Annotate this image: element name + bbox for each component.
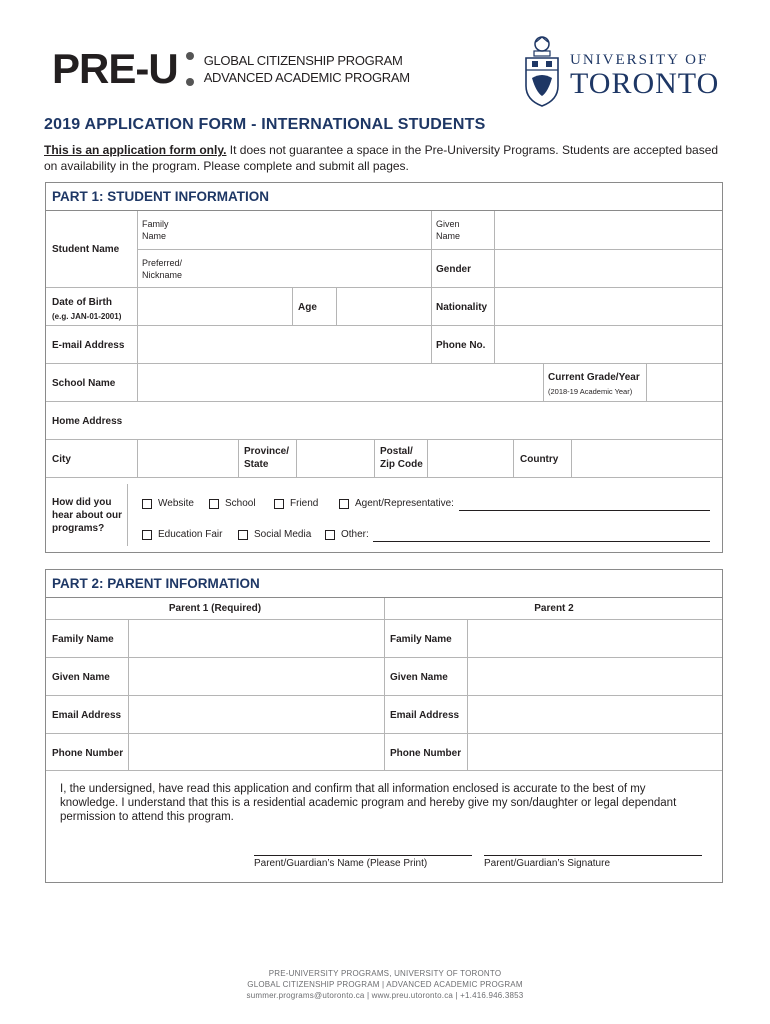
guardian-name-line[interactable]: [254, 855, 472, 856]
grade-input[interactable]: [646, 364, 647, 401]
other-label: Other:: [341, 529, 369, 540]
p1-given-input[interactable]: [128, 658, 129, 695]
city-row: [46, 439, 722, 477]
guardian-name-label: Parent/Guardian’s Name (Please Print): [254, 858, 428, 869]
p1-phone-label: Phone Number: [52, 748, 124, 759]
checkbox-box: [142, 530, 152, 540]
fair-label: Education Fair: [158, 529, 223, 540]
footer-line-3: summer.programs@utoronto.ca | www.preu.utoronto.ca | +1.416.946.3853: [246, 991, 524, 1000]
checkbox-box: [142, 499, 152, 509]
social-checkbox[interactable]: [238, 529, 311, 540]
school-option-label: School: [225, 498, 256, 509]
checkbox-box: [238, 530, 248, 540]
p2-email-input[interactable]: [467, 696, 468, 733]
part1-title: PART 1: STUDENT INFORMATION: [46, 183, 722, 211]
dob-label: Date of Birth: [52, 297, 112, 308]
dob-example: (e.g. JAN-01-2001): [52, 312, 122, 321]
checkbox-box: [209, 499, 219, 509]
footer-line-2: GLOBAL CITIZENSHIP PROGRAM | ADVANCED ACADEMIC PROGRAM: [247, 980, 523, 989]
intro-rest: It does not guarantee a space in the Pre-University Programs. Students are accepted based on availability in the program. Please complete and submit all pages.: [44, 143, 719, 173]
social-label: Social Media: [254, 529, 312, 540]
province-input[interactable]: [296, 440, 297, 477]
footer-line-1: PRE-UNIVERSITY PROGRAMS, UNIVERSITY OF TORONTO: [268, 969, 502, 978]
p2-family-input[interactable]: [467, 620, 468, 657]
home-address-label: Home Address: [52, 416, 123, 427]
form-title: 2019 APPLICATION FORM - INTERNATIONAL STUDENTS: [44, 116, 486, 133]
consent-text: I, the undersigned, have read this application and confirm that all information enclosed is accurate to the best of my knowledge. I understand that this is a residential academic program and hereby give my son/daughter or legal dependant permission to attend this program.: [60, 783, 677, 823]
university-of-text: UNIVERSITY OF: [570, 52, 709, 68]
city-label: City: [52, 454, 71, 465]
gender-label: Gender: [436, 264, 472, 275]
guardian-signature-label: Parent/Guardian’s Signature: [484, 858, 611, 869]
program-line-2: ADVANCED ACADEMIC PROGRAM: [203, 70, 410, 85]
p1-email-label: Email Address: [52, 710, 122, 721]
nickname-label: Preferred/ Nickname: [142, 258, 183, 280]
p2-phone-input[interactable]: [467, 734, 468, 770]
program-line-1: GLOBAL CITIZENSHIP PROGRAM: [203, 53, 403, 68]
footer: [0, 968, 770, 1001]
email-row: [46, 325, 722, 363]
given-name-input[interactable]: [494, 211, 495, 249]
email-input[interactable]: [137, 326, 138, 363]
phone-input[interactable]: [494, 326, 495, 363]
nationality-input[interactable]: [494, 288, 495, 325]
agent-label: Agent/Representative:: [355, 498, 454, 509]
checkbox-box: [325, 530, 335, 540]
how-heard-label: How did you hear about our programs?: [52, 497, 123, 534]
p2-email-label: Email Address: [390, 710, 460, 721]
website-label: Website: [158, 498, 194, 509]
parent2-header: Parent 2: [534, 603, 574, 614]
fair-checkbox[interactable]: [142, 529, 222, 540]
toronto-text: TORONTO: [570, 67, 720, 100]
parent-header-row: [46, 598, 722, 619]
pre-u-wordmark: PRE-U: [52, 45, 178, 92]
p1-phone-input[interactable]: [128, 734, 129, 770]
p2-given-label: Given Name: [390, 672, 448, 683]
p1-email-input[interactable]: [128, 696, 129, 733]
other-checkbox[interactable]: [325, 529, 369, 540]
gender-input[interactable]: [494, 249, 495, 287]
postal-input[interactable]: [427, 440, 428, 477]
dob-row: [46, 287, 722, 325]
given-name-label: Given Name: [436, 219, 461, 241]
how-heard-row: [46, 477, 722, 553]
email-label: E-mail Address: [52, 340, 125, 351]
part2-section: [45, 569, 723, 883]
pre-u-logo: [52, 45, 410, 92]
parent-family-row: [46, 619, 722, 657]
parent1-header: Parent 1 (Required): [168, 603, 262, 614]
part2-title: PART 2: PARENT INFORMATION: [46, 570, 722, 598]
program-names: [204, 52, 410, 86]
p2-given-input[interactable]: [467, 658, 468, 695]
other-input-line[interactable]: [373, 541, 710, 542]
family-name-label: Family Name: [142, 219, 169, 241]
school-row: [46, 363, 722, 401]
dob-input[interactable]: [137, 288, 138, 325]
phone-label: Phone No.: [436, 340, 486, 351]
friend-checkbox[interactable]: [274, 498, 318, 509]
colon-mark: [186, 52, 194, 86]
agent-checkbox[interactable]: [339, 498, 454, 509]
postal-label: Postal/ Zip Code: [380, 446, 423, 470]
student-name-row: [46, 211, 722, 287]
uoft-crest-icon: [522, 34, 562, 110]
school-label: School Name: [52, 378, 116, 389]
parent-phone-row: [46, 733, 722, 771]
nationality-label: Nationality: [436, 302, 488, 313]
parent-given-row: [46, 657, 722, 695]
p2-phone-label: Phone Number: [390, 748, 462, 759]
agent-input-line[interactable]: [459, 510, 710, 511]
friend-label: Friend: [290, 498, 319, 509]
province-label: Province/ State: [244, 446, 290, 470]
age-label: Age: [298, 302, 317, 313]
checkbox-box: [339, 499, 349, 509]
checkbox-box: [274, 499, 284, 509]
school-checkbox[interactable]: [209, 498, 256, 509]
parent-email-row: [46, 695, 722, 733]
p1-family-input[interactable]: [128, 620, 129, 657]
country-label: Country: [520, 454, 559, 465]
p2-family-label: Family Name: [390, 634, 452, 645]
intro-text: [44, 142, 724, 174]
country-input[interactable]: [571, 440, 572, 477]
grade-label: Current Grade/Year: [548, 372, 640, 383]
p1-given-label: Given Name: [52, 672, 110, 683]
guardian-signature-line[interactable]: [484, 855, 702, 856]
p1-family-label: Family Name: [52, 634, 114, 645]
university-logo: [522, 34, 719, 110]
website-checkbox[interactable]: [142, 498, 194, 509]
student-name-label: Student Name: [52, 244, 120, 255]
age-input[interactable]: [336, 288, 337, 325]
grade-note: (2018-19 Academic Year): [548, 387, 633, 396]
city-input[interactable]: [137, 440, 138, 477]
home-address-row: [46, 401, 722, 439]
school-input[interactable]: [137, 364, 138, 401]
intro-bold: This is an application form only.: [44, 143, 227, 157]
part1-section: [45, 182, 723, 553]
